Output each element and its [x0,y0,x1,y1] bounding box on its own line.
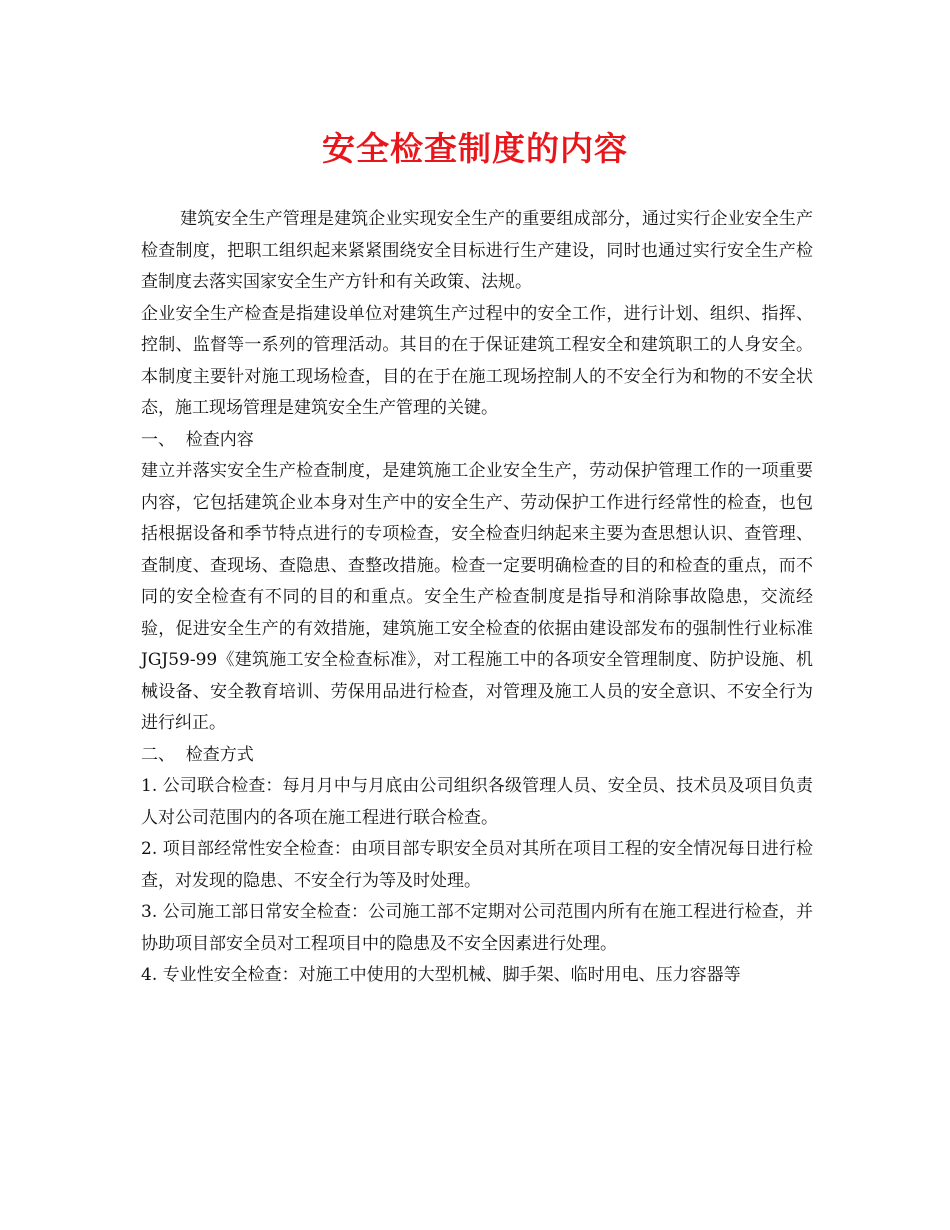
list-item: 1. 公司联合检查：每月月中与月底由公司组织各级管理人员、安全员、技术员及项目负责人对公司范围内的各项在施工程进行联合检查。 [141,776,813,828]
document-title: 安全检查制度的内容 [322,129,628,168]
inspection-content-paragraph: 建立并落实安全生产检查制度，是建筑施工企业安全生产，劳动保护管理工作的一项重要内容，它包括建筑企业本身对生产中的安全生产、劳动保护工作进行经常性的检查，也包括根据设备和季节特点进行的专项检查，安全检查归纳起来主要为查思想认识、查管理、查制度、查现场、查隐患、查整改措施。检查一定要明确检查的目的和检查的重点，而不同的安全检查有不同的目的和重点。安全生产检查制度是指导和消除事故隐患，交流经验，促进安全生产的有效措施，建筑施工安全检查的依据由建设部发布的强制性行业标准 JGJ59-99《建筑施工安全检查标准》，对工程施工中的各项安全管理制度、防护设施、机械设备、安全教育培训、劳保用品进行检查，对管理及施工人员的安全意识、不安全行为进行纠正。 [141,461,813,733]
document-body [141,204,813,992]
section-heading-inspection-methods: 二、 检查方式 [141,744,254,765]
definition-paragraph: 企业安全生产检查是指建设单位对建筑生产过程中的安全工作，进行计划、组织、指挥、控制、监督等一系列的管理活动。其目的在于保证建筑工程安全和建筑职工的人身安全。本制度主要针对施工现场检查，目的在于在施工现场控制人的不安全行为和物的不安全状态，施工现场管理是建筑安全生产管理的关键。 [141,303,813,418]
section-heading-inspection-content: 一、 检查内容 [141,429,254,450]
list-item: 3. 公司施工部日常安全检查：公司施工部不定期对公司范围内所有在施工程进行检查，并协助项目部安全员对工程项目中的隐患及不安全因素进行处理。 [141,902,813,954]
list-item: 4. 专业性安全检查：对施工中使用的大型机械、脚手架、临时用电、压力容器等 [141,965,741,985]
intro-paragraph: 建筑安全生产管理是建筑企业实现安全生产的重要组成部分，通过实行企业安全生产检查制度，把职工组织起来紧紧围绕安全目标进行生产建设，同时也通过实行安全生产检查制度去落实国家安全生产方针和有关政策、法规。 [141,209,813,292]
list-item: 2. 项目部经常性安全检查：由项目部专职安全员对其所在项目工程的安全情况每日进行检查，对发现的隐患、不安全行为等及时处理。 [141,839,813,891]
